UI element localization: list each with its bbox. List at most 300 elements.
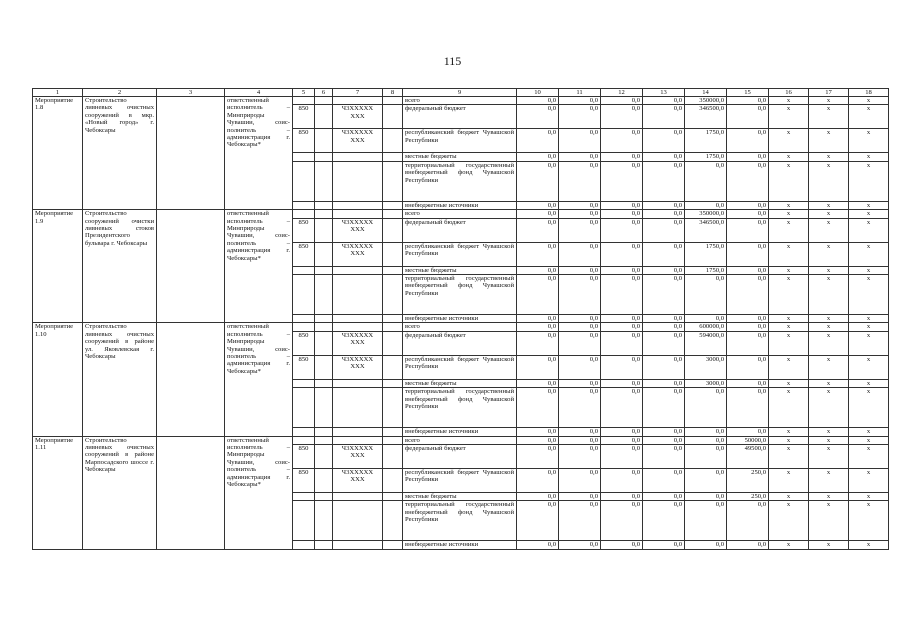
responsible-executor: ответственный исполнитель – Минприроды Чувашии, соис-полнитель – администрация г. Чебоксары* xyxy=(225,97,293,210)
column-number: 11 xyxy=(559,89,601,97)
value-cell: 0,0 xyxy=(559,201,601,209)
value-cell: 0,0 xyxy=(643,428,685,436)
grbs-code xyxy=(293,493,315,501)
empty-cell xyxy=(157,210,225,323)
value-cell: х xyxy=(849,105,889,129)
funding-source: внебюджетные источники xyxy=(403,315,517,323)
grbs-code xyxy=(293,501,315,541)
value-cell: х xyxy=(809,323,849,331)
value-cell: 0,0 xyxy=(643,315,685,323)
value-cell: 0,0 xyxy=(559,388,601,428)
value-cell: х xyxy=(849,501,889,541)
column-number: 8 xyxy=(383,89,403,97)
grbs-code xyxy=(293,388,315,428)
value-cell: 0,0 xyxy=(727,541,769,549)
value-cell: х xyxy=(809,105,849,129)
funding-source: всего xyxy=(403,323,517,331)
funding-source: внебюджетные источники xyxy=(403,541,517,549)
value-cell: 0,0 xyxy=(517,315,559,323)
expense-type xyxy=(383,469,403,493)
value-cell: 346500,0 xyxy=(685,105,727,129)
value-cell: х xyxy=(769,275,809,315)
value-cell: х xyxy=(769,105,809,129)
column-number: 16 xyxy=(769,89,809,97)
target-code xyxy=(333,153,383,161)
expense-type xyxy=(383,501,403,541)
value-cell: 250,0 xyxy=(727,493,769,501)
target-code xyxy=(333,428,383,436)
target-code: Ч3ХХХХХ ХХХ xyxy=(333,105,383,129)
value-cell: 0,0 xyxy=(727,242,769,266)
rzpr-code xyxy=(315,242,333,266)
value-cell: 0,0 xyxy=(517,388,559,428)
value-cell: х xyxy=(809,210,849,218)
target-code xyxy=(333,266,383,274)
column-number: 10 xyxy=(517,89,559,97)
rzpr-code xyxy=(315,153,333,161)
value-cell: х xyxy=(809,129,849,153)
value-cell: 0,0 xyxy=(559,436,601,444)
grbs-code xyxy=(293,161,315,201)
expense-type xyxy=(383,105,403,129)
grbs-code xyxy=(293,153,315,161)
target-code: Ч3ХХХХХ ХХХ xyxy=(333,445,383,469)
column-number: 15 xyxy=(727,89,769,97)
value-cell: 0,0 xyxy=(601,388,643,428)
responsible-executor: ответственный исполнитель – Минприроды Чувашии, соис-полнитель – администрация г. Чебоксары* xyxy=(225,436,293,549)
value-cell: 0,0 xyxy=(643,218,685,242)
value-cell: х xyxy=(809,355,849,379)
grbs-code xyxy=(293,97,315,105)
target-code xyxy=(333,210,383,218)
value-cell: х xyxy=(769,379,809,387)
funding-source: всего xyxy=(403,210,517,218)
value-cell: х xyxy=(769,315,809,323)
value-cell: 0,0 xyxy=(601,201,643,209)
empty-cell xyxy=(157,323,225,436)
value-cell: х xyxy=(849,436,889,444)
value-cell: 0,0 xyxy=(727,428,769,436)
value-cell: 0,0 xyxy=(559,469,601,493)
target-code: Ч3ХХХХХ ХХХ xyxy=(333,469,383,493)
rzpr-code xyxy=(315,355,333,379)
funding-source: республиканский бюджет Чувашской Республики xyxy=(403,469,517,493)
funding-source: республиканский бюджет Чувашской Республики xyxy=(403,129,517,153)
value-cell: 0,0 xyxy=(559,501,601,541)
value-cell: 346500,0 xyxy=(685,218,727,242)
value-cell: х xyxy=(809,266,849,274)
value-cell: 0,0 xyxy=(601,266,643,274)
value-cell: 0,0 xyxy=(517,445,559,469)
value-cell: х xyxy=(809,469,849,493)
expense-type xyxy=(383,493,403,501)
value-cell: 0,0 xyxy=(601,97,643,105)
expense-type xyxy=(383,331,403,355)
rzpr-code xyxy=(315,428,333,436)
value-cell: 0,0 xyxy=(559,161,601,201)
column-number: 6 xyxy=(315,89,333,97)
value-cell: 0,0 xyxy=(727,355,769,379)
responsible-executor: ответственный исполнитель – Минприроды Чувашии, соис-полнитель – администрация г. Чебоксары* xyxy=(225,210,293,323)
value-cell: х xyxy=(849,210,889,218)
value-cell: 49500,0 xyxy=(727,445,769,469)
event-name: Строительство ливневых очистных сооружений в районе ул. Яковлевская г. Чебоксары xyxy=(83,323,157,436)
value-cell: 0,0 xyxy=(643,379,685,387)
value-cell: 0,0 xyxy=(601,428,643,436)
grbs-code xyxy=(293,266,315,274)
value-cell: 0,0 xyxy=(517,161,559,201)
grbs-code: 850 xyxy=(293,469,315,493)
value-cell: х xyxy=(849,201,889,209)
event-name: Строительство ливневых очистных сооружений в районе Марпосадского шоссе г. Чебоксары xyxy=(83,436,157,549)
grbs-code xyxy=(293,315,315,323)
value-cell: 0,0 xyxy=(559,275,601,315)
column-number: 14 xyxy=(685,89,727,97)
value-cell: 0,0 xyxy=(727,323,769,331)
value-cell: 0,0 xyxy=(517,201,559,209)
value-cell: 0,0 xyxy=(601,242,643,266)
value-cell: х xyxy=(769,541,809,549)
rzpr-code xyxy=(315,379,333,387)
value-cell: 1750,0 xyxy=(685,129,727,153)
value-cell: 1750,0 xyxy=(685,266,727,274)
value-cell: х xyxy=(809,379,849,387)
value-cell: 0,0 xyxy=(517,266,559,274)
grbs-code: 850 xyxy=(293,218,315,242)
value-cell: 0,0 xyxy=(601,379,643,387)
grbs-code xyxy=(293,428,315,436)
value-cell: 0,0 xyxy=(685,201,727,209)
value-cell: 0,0 xyxy=(727,501,769,541)
grbs-code xyxy=(293,201,315,209)
value-cell: 0,0 xyxy=(517,436,559,444)
grbs-code xyxy=(293,275,315,315)
funding-source: федеральный бюджет xyxy=(403,218,517,242)
target-code xyxy=(333,97,383,105)
value-cell: 0,0 xyxy=(517,355,559,379)
value-cell: 0,0 xyxy=(601,210,643,218)
value-cell: 1750,0 xyxy=(685,242,727,266)
event-id: Мероприятие 1.11 xyxy=(33,436,83,549)
value-cell: 0,0 xyxy=(601,129,643,153)
rzpr-code xyxy=(315,323,333,331)
column-number: 2 xyxy=(83,89,157,97)
expense-type xyxy=(383,541,403,549)
funding-source: территориальный государственный внебюджетный фонд Чувашской Республики xyxy=(403,501,517,541)
column-number: 1 xyxy=(33,89,83,97)
value-cell: х xyxy=(809,331,849,355)
value-cell: х xyxy=(769,218,809,242)
value-cell: х xyxy=(769,266,809,274)
value-cell: х xyxy=(769,493,809,501)
funding-source: внебюджетные источники xyxy=(403,428,517,436)
column-number-row xyxy=(33,89,889,97)
funding-source: местные бюджеты xyxy=(403,153,517,161)
funding-source: территориальный государственный внебюджетный фонд Чувашской Республики xyxy=(403,275,517,315)
target-code xyxy=(333,388,383,428)
value-cell: 600000,0 xyxy=(685,323,727,331)
value-cell: 0,0 xyxy=(727,201,769,209)
value-cell: 0,0 xyxy=(685,315,727,323)
rzpr-code xyxy=(315,388,333,428)
value-cell: х xyxy=(849,161,889,201)
value-cell: 0,0 xyxy=(559,445,601,469)
value-cell: 0,0 xyxy=(517,469,559,493)
value-cell: 0,0 xyxy=(559,541,601,549)
value-cell: 0,0 xyxy=(559,266,601,274)
table-row xyxy=(33,97,889,105)
value-cell: 0,0 xyxy=(559,97,601,105)
value-cell: 0,0 xyxy=(643,388,685,428)
rzpr-code xyxy=(315,129,333,153)
grbs-code xyxy=(293,541,315,549)
value-cell: 0,0 xyxy=(559,218,601,242)
value-cell: 0,0 xyxy=(601,218,643,242)
value-cell: 0,0 xyxy=(643,275,685,315)
value-cell: х xyxy=(769,355,809,379)
expense-type xyxy=(383,153,403,161)
event-name: Строительство сооружений очистки ливневых стоков Президентского бульвара г. Чебоксары xyxy=(83,210,157,323)
target-code: Ч3ХХХХХ ХХХ xyxy=(333,355,383,379)
empty-cell xyxy=(157,97,225,210)
grbs-code xyxy=(293,436,315,444)
value-cell: х xyxy=(809,315,849,323)
value-cell: 0,0 xyxy=(643,445,685,469)
value-cell: 0,0 xyxy=(727,129,769,153)
value-cell: 0,0 xyxy=(601,469,643,493)
value-cell: 0,0 xyxy=(559,331,601,355)
empty-cell xyxy=(157,436,225,549)
value-cell: 0,0 xyxy=(517,428,559,436)
value-cell: 0,0 xyxy=(517,275,559,315)
value-cell: 0,0 xyxy=(601,445,643,469)
rzpr-code xyxy=(315,201,333,209)
value-cell: 0,0 xyxy=(601,331,643,355)
funding-table xyxy=(32,88,889,550)
rzpr-code xyxy=(315,275,333,315)
grbs-code: 850 xyxy=(293,129,315,153)
value-cell: 0,0 xyxy=(727,105,769,129)
value-cell: 0,0 xyxy=(559,323,601,331)
column-number: 9 xyxy=(403,89,517,97)
funding-source: местные бюджеты xyxy=(403,379,517,387)
value-cell: х xyxy=(769,161,809,201)
target-code xyxy=(333,161,383,201)
value-cell: х xyxy=(849,266,889,274)
funding-source: территориальный государственный внебюджетный фонд Чувашской Республики xyxy=(403,388,517,428)
value-cell: 0,0 xyxy=(685,493,727,501)
value-cell: х xyxy=(809,493,849,501)
value-cell: 0,0 xyxy=(727,97,769,105)
value-cell: 0,0 xyxy=(643,242,685,266)
value-cell: х xyxy=(809,153,849,161)
value-cell: х xyxy=(769,97,809,105)
value-cell: 0,0 xyxy=(685,275,727,315)
value-cell: 594000,0 xyxy=(685,331,727,355)
value-cell: 0,0 xyxy=(727,315,769,323)
expense-type xyxy=(383,323,403,331)
event-id: Мероприятие 1.8 xyxy=(33,97,83,210)
value-cell: 0,0 xyxy=(601,501,643,541)
table-body xyxy=(33,89,889,550)
event-id: Мероприятие 1.9 xyxy=(33,210,83,323)
value-cell: 0,0 xyxy=(517,331,559,355)
value-cell: х xyxy=(769,388,809,428)
value-cell: х xyxy=(849,129,889,153)
value-cell: 0,0 xyxy=(517,210,559,218)
value-cell: 0,0 xyxy=(727,266,769,274)
value-cell: х xyxy=(769,323,809,331)
value-cell: 350000,0 xyxy=(685,210,727,218)
expense-type xyxy=(383,445,403,469)
rzpr-code xyxy=(315,161,333,201)
target-code xyxy=(333,541,383,549)
value-cell: х xyxy=(769,331,809,355)
value-cell: х xyxy=(809,436,849,444)
value-cell: х xyxy=(809,501,849,541)
value-cell: 0,0 xyxy=(727,210,769,218)
table-row xyxy=(33,210,889,218)
value-cell: х xyxy=(809,97,849,105)
value-cell: 0,0 xyxy=(685,436,727,444)
value-cell: х xyxy=(849,355,889,379)
value-cell: 0,0 xyxy=(727,218,769,242)
funding-source: федеральный бюджет xyxy=(403,445,517,469)
expense-type xyxy=(383,315,403,323)
grbs-code: 850 xyxy=(293,445,315,469)
grbs-code: 850 xyxy=(293,331,315,355)
event-id: Мероприятие 1.10 xyxy=(33,323,83,436)
value-cell: 0,0 xyxy=(727,388,769,428)
value-cell: х xyxy=(769,201,809,209)
rzpr-code xyxy=(315,469,333,493)
value-cell: 0,0 xyxy=(517,493,559,501)
value-cell: 0,0 xyxy=(601,315,643,323)
value-cell: х xyxy=(769,501,809,541)
value-cell: 0,0 xyxy=(601,275,643,315)
value-cell: 0,0 xyxy=(559,242,601,266)
rzpr-code xyxy=(315,436,333,444)
expense-type xyxy=(383,242,403,266)
value-cell: х xyxy=(849,379,889,387)
value-cell: х xyxy=(849,388,889,428)
value-cell: х xyxy=(849,97,889,105)
value-cell: х xyxy=(809,161,849,201)
column-number: 13 xyxy=(643,89,685,97)
value-cell: х xyxy=(769,129,809,153)
value-cell: х xyxy=(849,275,889,315)
value-cell: х xyxy=(809,201,849,209)
value-cell: 0,0 xyxy=(517,323,559,331)
value-cell: х xyxy=(809,541,849,549)
expense-type xyxy=(383,266,403,274)
rzpr-code xyxy=(315,218,333,242)
responsible-executor: ответственный исполнитель – Минприроды Чувашии, соис-полнитель – администрация г. Чебоксары* xyxy=(225,323,293,436)
value-cell: 0,0 xyxy=(559,493,601,501)
value-cell: 0,0 xyxy=(727,379,769,387)
value-cell: х xyxy=(769,210,809,218)
value-cell: 0,0 xyxy=(601,161,643,201)
value-cell: 0,0 xyxy=(601,355,643,379)
rzpr-code xyxy=(315,541,333,549)
grbs-code: 850 xyxy=(293,105,315,129)
value-cell: х xyxy=(769,428,809,436)
page-number: 115 xyxy=(443,54,462,68)
value-cell: х xyxy=(849,218,889,242)
value-cell: 0,0 xyxy=(601,105,643,129)
value-cell: 0,0 xyxy=(727,331,769,355)
target-code xyxy=(333,501,383,541)
target-code: Ч3ХХХХХ ХХХ xyxy=(333,218,383,242)
column-number: 4 xyxy=(225,89,293,97)
value-cell: х xyxy=(809,218,849,242)
value-cell: 0,0 xyxy=(517,501,559,541)
value-cell: 0,0 xyxy=(559,428,601,436)
column-number: 3 xyxy=(157,89,225,97)
target-code xyxy=(333,201,383,209)
value-cell: 0,0 xyxy=(559,153,601,161)
value-cell: 0,0 xyxy=(643,323,685,331)
funding-source: федеральный бюджет xyxy=(403,331,517,355)
rzpr-code xyxy=(315,266,333,274)
value-cell: 0,0 xyxy=(643,493,685,501)
rzpr-code xyxy=(315,210,333,218)
expense-type xyxy=(383,201,403,209)
value-cell: х xyxy=(809,275,849,315)
value-cell: х xyxy=(809,445,849,469)
value-cell: 50000,0 xyxy=(727,436,769,444)
expense-type xyxy=(383,388,403,428)
value-cell: х xyxy=(849,153,889,161)
expense-type xyxy=(383,161,403,201)
value-cell: 0,0 xyxy=(517,379,559,387)
expense-type xyxy=(383,210,403,218)
value-cell: 0,0 xyxy=(643,97,685,105)
value-cell: 0,0 xyxy=(559,129,601,153)
value-cell: х xyxy=(769,436,809,444)
value-cell: 0,0 xyxy=(643,541,685,549)
column-number: 17 xyxy=(809,89,849,97)
value-cell: х xyxy=(769,469,809,493)
value-cell: х xyxy=(769,153,809,161)
value-cell: 0,0 xyxy=(643,201,685,209)
value-cell: 0,0 xyxy=(643,501,685,541)
value-cell: 250,0 xyxy=(727,469,769,493)
funding-source: федеральный бюджет xyxy=(403,105,517,129)
value-cell: 0,0 xyxy=(643,331,685,355)
value-cell: 0,0 xyxy=(727,161,769,201)
value-cell: 0,0 xyxy=(685,161,727,201)
target-code: Ч3ХХХХХ ХХХ xyxy=(333,331,383,355)
grbs-code xyxy=(293,323,315,331)
target-code xyxy=(333,315,383,323)
funding-source: всего xyxy=(403,97,517,105)
value-cell: 0,0 xyxy=(517,129,559,153)
rzpr-code xyxy=(315,331,333,355)
value-cell: 0,0 xyxy=(601,493,643,501)
value-cell: х xyxy=(849,242,889,266)
expense-type xyxy=(383,428,403,436)
value-cell: 0,0 xyxy=(685,445,727,469)
funding-source: местные бюджеты xyxy=(403,266,517,274)
rzpr-code xyxy=(315,105,333,129)
value-cell: 0,0 xyxy=(685,501,727,541)
value-cell: 0,0 xyxy=(643,355,685,379)
value-cell: х xyxy=(849,428,889,436)
value-cell: 0,0 xyxy=(517,105,559,129)
value-cell: 0,0 xyxy=(643,436,685,444)
value-cell: х xyxy=(809,388,849,428)
